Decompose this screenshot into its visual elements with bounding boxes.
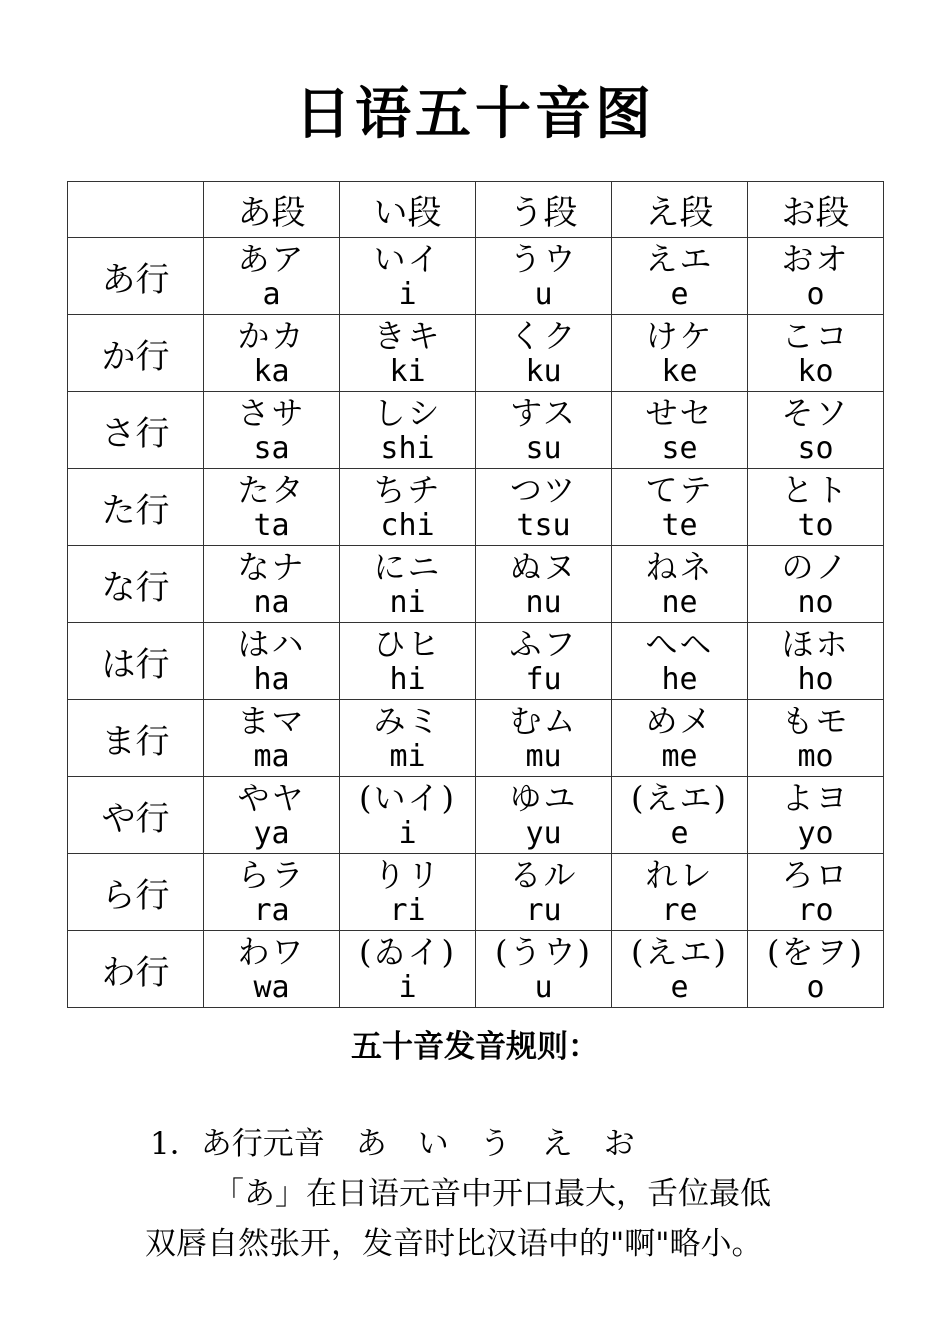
row-header: た行 bbox=[68, 469, 204, 546]
kana-cell bbox=[748, 854, 884, 931]
row-header: あ行 bbox=[68, 238, 204, 315]
kana-text: おオ bbox=[781, 240, 850, 278]
kana-text: ひヒ bbox=[373, 625, 442, 663]
gojuon-table bbox=[67, 181, 884, 1008]
kana-cell bbox=[748, 238, 884, 315]
romaji-text: shi bbox=[380, 431, 435, 466]
kana-text: わワ bbox=[237, 933, 306, 971]
kana-text: きキ bbox=[373, 317, 442, 355]
kana-cell bbox=[476, 777, 612, 854]
romaji-text: u bbox=[534, 970, 553, 1005]
romaji-text: i bbox=[398, 277, 417, 312]
romaji-text: mo bbox=[797, 739, 834, 774]
kana-cell bbox=[204, 777, 340, 854]
kana-cell bbox=[748, 777, 884, 854]
table-row bbox=[68, 777, 884, 854]
romaji-text: ke bbox=[661, 354, 698, 389]
romaji-text: e bbox=[670, 970, 689, 1005]
kana-text: こコ bbox=[781, 317, 850, 355]
romaji-text: su bbox=[525, 431, 562, 466]
kana-text: るル bbox=[509, 856, 578, 894]
kana-cell bbox=[476, 315, 612, 392]
kana-text: ねネ bbox=[645, 548, 714, 586]
kana-cell bbox=[612, 777, 748, 854]
kana-cell bbox=[204, 469, 340, 546]
kana-cell bbox=[748, 700, 884, 777]
kana-text: よヨ bbox=[781, 779, 850, 817]
gojuon-table-body bbox=[68, 182, 884, 1008]
kana-cell bbox=[204, 700, 340, 777]
kana-text: らラ bbox=[237, 856, 306, 894]
kana-text: あア bbox=[237, 240, 306, 278]
kana-text: ぬヌ bbox=[509, 548, 578, 586]
romaji-text: me bbox=[661, 739, 698, 774]
romaji-text: fu bbox=[525, 662, 562, 697]
table-row bbox=[68, 469, 884, 546]
romaji-text: re bbox=[661, 893, 698, 928]
romaji-text: a bbox=[262, 277, 281, 312]
kana-cell bbox=[612, 854, 748, 931]
kana-cell bbox=[204, 931, 340, 1008]
page-title: 日语五十音图 bbox=[295, 82, 655, 147]
rule-line: 双唇自然张开，发音时比汉语中的"啊"略小。 bbox=[145, 1226, 763, 1262]
row-header: わ行 bbox=[68, 931, 204, 1008]
romaji-text: no bbox=[797, 585, 834, 620]
kana-text: (うウ) bbox=[495, 933, 592, 971]
column-header: あ段 bbox=[204, 182, 340, 238]
rule-line: 「あ」在日语元音中开口最大，舌位最低 bbox=[213, 1176, 771, 1212]
romaji-text: ki bbox=[389, 354, 426, 389]
row-header: ま行 bbox=[68, 700, 204, 777]
kana-text: (えエ) bbox=[631, 779, 728, 817]
kana-text: くク bbox=[509, 317, 578, 355]
row-header: さ行 bbox=[68, 392, 204, 469]
kana-text: しシ bbox=[373, 394, 442, 432]
kana-text: ほホ bbox=[781, 625, 850, 663]
romaji-text: yu bbox=[525, 816, 562, 851]
table-row bbox=[68, 623, 884, 700]
romaji-text: u bbox=[534, 277, 553, 312]
column-header: う段 bbox=[476, 182, 612, 238]
romaji-text: mu bbox=[525, 739, 562, 774]
romaji-text: ra bbox=[253, 893, 290, 928]
kana-cell bbox=[476, 931, 612, 1008]
kana-cell bbox=[340, 469, 476, 546]
kana-cell bbox=[476, 854, 612, 931]
kana-cell bbox=[612, 546, 748, 623]
romaji-text: to bbox=[797, 508, 834, 543]
romaji-text: ya bbox=[253, 816, 290, 851]
kana-text: むム bbox=[509, 702, 578, 740]
kana-text: (えエ) bbox=[631, 933, 728, 971]
kana-text: たタ bbox=[237, 471, 306, 509]
kana-text: れレ bbox=[645, 856, 714, 894]
kana-text: さサ bbox=[237, 394, 306, 432]
romaji-text: ko bbox=[797, 354, 834, 389]
kana-text: そソ bbox=[781, 394, 850, 432]
romaji-text: hi bbox=[389, 662, 426, 697]
kana-cell bbox=[340, 854, 476, 931]
row-header: ら行 bbox=[68, 854, 204, 931]
romaji-text: o bbox=[806, 277, 825, 312]
kana-cell bbox=[204, 315, 340, 392]
kana-text: やヤ bbox=[237, 779, 306, 817]
romaji-text: ta bbox=[253, 508, 290, 543]
kana-cell bbox=[340, 931, 476, 1008]
kana-text: ろロ bbox=[781, 856, 850, 894]
romaji-text: yo bbox=[797, 816, 834, 851]
kana-cell bbox=[204, 854, 340, 931]
kana-cell bbox=[204, 238, 340, 315]
romaji-text: ho bbox=[797, 662, 834, 697]
column-header: い段 bbox=[340, 182, 476, 238]
kana-cell bbox=[340, 546, 476, 623]
kana-cell bbox=[748, 315, 884, 392]
romaji-text: so bbox=[797, 431, 834, 466]
kana-cell bbox=[748, 469, 884, 546]
kana-text: (をヲ) bbox=[767, 933, 864, 971]
kana-cell bbox=[612, 238, 748, 315]
table-row bbox=[68, 854, 884, 931]
romaji-text: chi bbox=[380, 508, 435, 543]
kana-text: けケ bbox=[645, 317, 714, 355]
kana-text: もモ bbox=[781, 702, 850, 740]
romaji-text: tsu bbox=[516, 508, 571, 543]
romaji-text: o bbox=[806, 970, 825, 1005]
romaji-text: mi bbox=[389, 739, 426, 774]
romaji-text: ru bbox=[525, 893, 562, 928]
kana-cell bbox=[748, 546, 884, 623]
table-row bbox=[68, 315, 884, 392]
romaji-text: ku bbox=[525, 354, 562, 389]
kana-cell bbox=[612, 623, 748, 700]
rule-line: 1．あ行元音 あ い う え お bbox=[150, 1126, 635, 1162]
romaji-text: ne bbox=[661, 585, 698, 620]
kana-text: かカ bbox=[237, 317, 306, 355]
kana-text: みミ bbox=[373, 702, 442, 740]
romaji-text: sa bbox=[253, 431, 290, 466]
kana-cell bbox=[612, 469, 748, 546]
kana-text: うウ bbox=[509, 240, 578, 278]
kana-cell bbox=[476, 469, 612, 546]
kana-text: せセ bbox=[645, 394, 714, 432]
table-row bbox=[68, 700, 884, 777]
kana-cell bbox=[340, 238, 476, 315]
kana-text: まマ bbox=[237, 702, 306, 740]
kana-text: りリ bbox=[373, 856, 442, 894]
kana-cell bbox=[340, 700, 476, 777]
romaji-text: e bbox=[670, 277, 689, 312]
romaji-text: ri bbox=[389, 893, 426, 928]
kana-cell bbox=[204, 623, 340, 700]
row-header: な行 bbox=[68, 546, 204, 623]
kana-cell bbox=[748, 392, 884, 469]
table-row bbox=[68, 546, 884, 623]
kana-text: ふフ bbox=[509, 625, 578, 663]
table-row bbox=[68, 392, 884, 469]
kana-cell bbox=[748, 931, 884, 1008]
kana-text: ゆユ bbox=[509, 779, 578, 817]
column-header: え段 bbox=[612, 182, 748, 238]
romaji-text: wa bbox=[253, 970, 290, 1005]
corner-cell bbox=[68, 182, 204, 238]
table-header-row bbox=[68, 182, 884, 238]
romaji-text: e bbox=[670, 816, 689, 851]
kana-text: へヘ bbox=[645, 625, 714, 663]
rules-title: 五十音发音规则： bbox=[351, 1029, 599, 1065]
kana-cell bbox=[612, 392, 748, 469]
kana-cell bbox=[476, 623, 612, 700]
column-header: お段 bbox=[748, 182, 884, 238]
romaji-text: i bbox=[398, 816, 417, 851]
kana-text: つツ bbox=[509, 471, 578, 509]
kana-cell bbox=[340, 623, 476, 700]
romaji-text: he bbox=[661, 662, 698, 697]
romaji-text: ni bbox=[389, 585, 426, 620]
kana-cell bbox=[748, 623, 884, 700]
kana-cell bbox=[476, 392, 612, 469]
kana-cell bbox=[476, 700, 612, 777]
kana-cell bbox=[476, 546, 612, 623]
romaji-text: se bbox=[661, 431, 698, 466]
kana-cell bbox=[204, 392, 340, 469]
kana-text: ちチ bbox=[373, 471, 442, 509]
kana-text: てテ bbox=[645, 471, 714, 509]
kana-cell bbox=[340, 392, 476, 469]
romaji-text: ro bbox=[797, 893, 834, 928]
kana-cell bbox=[340, 777, 476, 854]
romaji-text: ma bbox=[253, 739, 290, 774]
kana-text: すス bbox=[510, 394, 577, 432]
kana-text: めメ bbox=[645, 702, 714, 740]
romaji-text: ka bbox=[253, 354, 290, 389]
kana-cell bbox=[612, 700, 748, 777]
row-header: や行 bbox=[68, 777, 204, 854]
romaji-text: na bbox=[253, 585, 290, 620]
table-row bbox=[68, 931, 884, 1008]
kana-cell bbox=[340, 315, 476, 392]
kana-text: (ゐイ) bbox=[359, 933, 456, 971]
row-header: か行 bbox=[68, 315, 204, 392]
kana-cell bbox=[204, 546, 340, 623]
kana-text: のノ bbox=[781, 548, 850, 586]
romaji-text: nu bbox=[525, 585, 562, 620]
kana-text: にニ bbox=[373, 548, 442, 586]
romaji-text: te bbox=[661, 508, 698, 543]
kana-cell bbox=[612, 315, 748, 392]
kana-text: なナ bbox=[237, 548, 306, 586]
kana-cell bbox=[612, 931, 748, 1008]
romaji-text: i bbox=[398, 970, 417, 1005]
kana-text: とト bbox=[781, 471, 850, 509]
romaji-text: ha bbox=[253, 662, 290, 697]
kana-text: いイ bbox=[373, 240, 442, 278]
table-row bbox=[68, 238, 884, 315]
kana-text: はハ bbox=[237, 625, 306, 663]
kana-cell bbox=[476, 238, 612, 315]
kana-text: えエ bbox=[645, 240, 714, 278]
kana-text: (いイ) bbox=[359, 779, 456, 817]
row-header: は行 bbox=[68, 623, 204, 700]
